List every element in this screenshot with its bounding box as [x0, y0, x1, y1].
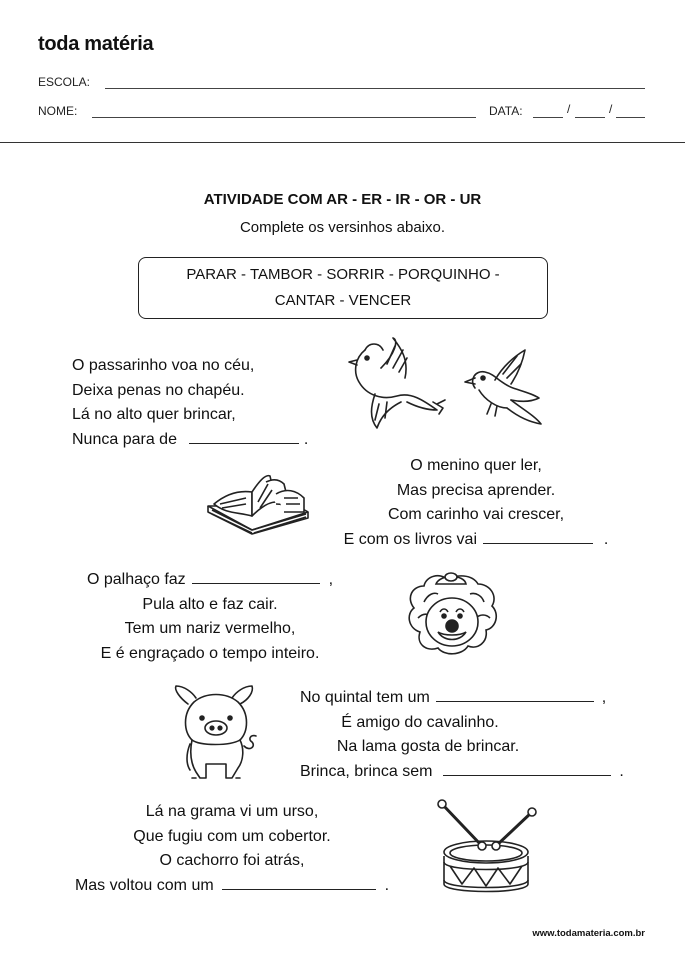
- poem-line: E é engraçado o tempo inteiro.: [100, 644, 320, 662]
- poem-line-with-blank: [326, 528, 626, 553]
- poem-clown: [40, 568, 380, 666]
- activity-instruction: Complete os versinhos abaixo.: [239, 219, 446, 236]
- answer-blank[interactable]: [483, 530, 593, 544]
- poem-line-text: Brinca, brinca sem: [300, 762, 433, 780]
- poem-line-with-blank: [40, 568, 380, 593]
- drum-illustration: [436, 796, 536, 898]
- poem-line-text: E com os livros vai: [343, 530, 477, 548]
- word-bank-line: PARAR - TAMBOR - SORRIR - PORQUINHO -: [186, 266, 500, 283]
- birds-illustration: [345, 338, 545, 430]
- poem-line: O menino quer ler,: [410, 457, 542, 474]
- poem-line-punct: ,: [328, 571, 334, 588]
- poem-line: Pula alto e faz cair.: [142, 595, 278, 613]
- poem-line: O passarinho voa no céu,: [72, 357, 255, 374]
- poem-line: Com carinho vai crescer,: [387, 506, 565, 523]
- poem-line: Deixa penas no chapéu.: [72, 381, 245, 399]
- poem-book: [326, 454, 626, 552]
- word-bank-line: CANTAR - VENCER: [274, 292, 412, 309]
- poem-line: Mas precisa aprender.: [396, 481, 556, 499]
- poem-line-text: O palhaço faz: [86, 571, 186, 588]
- poem-line: Tem um nariz vermelho,: [124, 620, 296, 637]
- answer-blank[interactable]: [443, 762, 611, 776]
- header-divider: [0, 142, 685, 143]
- poem-line-with-blank: [300, 760, 630, 785]
- activity-title: ATIVIDADE COM AR - ER - IR - OR - UR: [203, 191, 482, 208]
- date-month-line: [575, 117, 605, 118]
- answer-blank[interactable]: [192, 570, 320, 584]
- poem-line-punct: .: [603, 530, 609, 548]
- footer-url: www.todamateria.com.br: [532, 928, 645, 939]
- poem-line-text: Nunca para de: [72, 430, 177, 448]
- poem-line: Lá no alto quer brincar,: [72, 406, 236, 423]
- poem-line-text: No quintal tem um: [300, 689, 430, 706]
- answer-blank[interactable]: [189, 430, 299, 444]
- poem-line-punct: .: [384, 876, 390, 894]
- poem-line: É amigo do cavalinho.: [341, 713, 499, 731]
- name-label: NOME:: [38, 104, 78, 118]
- date-day-line: [533, 117, 563, 118]
- answer-blank[interactable]: [222, 876, 376, 890]
- logo: toda matéria: [38, 33, 154, 55]
- poem-birds: [72, 354, 308, 452]
- school-field-line: [105, 88, 645, 89]
- pig-illustration: [170, 684, 266, 782]
- book-illustration: [204, 472, 312, 534]
- poem-line-with-blank: [72, 428, 308, 453]
- poem-line: Que fugiu com um cobertor.: [133, 827, 331, 845]
- school-label: ESCOLA:: [38, 75, 91, 89]
- answer-blank[interactable]: [436, 688, 594, 702]
- poem-line-text: Mas voltou com um: [74, 876, 214, 894]
- poem-drum: [52, 800, 412, 898]
- poem-line: Lá na grama vi um urso,: [145, 803, 319, 820]
- date-year-line: [616, 117, 645, 118]
- date-label: DATA:: [489, 104, 523, 118]
- poem-line-with-blank: [52, 874, 412, 899]
- poem-line: Na lama gosta de brincar.: [336, 738, 520, 755]
- word-bank: [138, 257, 548, 319]
- date-separator: /: [567, 102, 571, 116]
- name-field-line: [92, 117, 476, 118]
- poem-line-punct: .: [303, 430, 309, 448]
- poem-line: O cachorro foi atrás,: [159, 852, 305, 869]
- poem-line-with-blank: [300, 686, 630, 711]
- poem-pig: [300, 686, 630, 784]
- poem-line-punct: .: [619, 762, 624, 780]
- date-separator: /: [609, 102, 613, 116]
- poem-line-punct: ,: [601, 689, 607, 706]
- clown-illustration: [404, 572, 500, 658]
